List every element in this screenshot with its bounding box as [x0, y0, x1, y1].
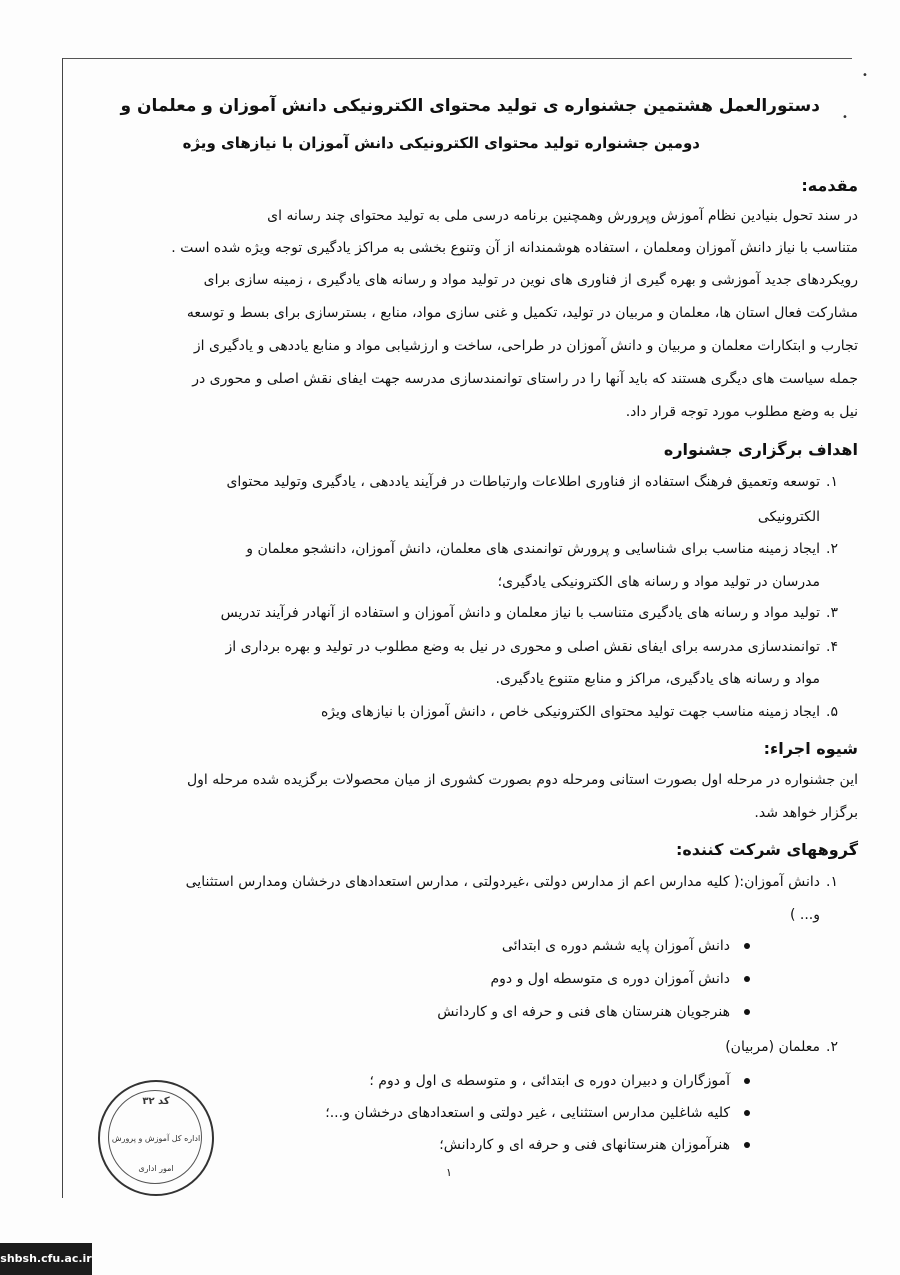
bullet-icon: [744, 1009, 750, 1015]
intro-line: جمله سیاست های دیگری هستند که باید آنها را در راستای توانمندسازی مدرسه جهت ایفای نقش اصلی و محوری در: [192, 371, 858, 387]
intro-line: در سند تحول بنیادین نظام آموزش وپرورش وهمچنین برنامه درسی ملی به تولید محتوای چند رسانه ای: [267, 208, 858, 224]
bullet-item: [66, 1004, 750, 1020]
bullet-item: [66, 971, 750, 987]
goal-text: ایجاد زمینه مناسب برای شناسایی و پرورش توانمندی های معلمان، دانش آموزان، دانشجو معلمان و: [246, 541, 821, 557]
intro-line: تجارب و ابتکارات معلمان و مربیان و دانش آموزان در طراحی، ساخت و ارزشیابی مواد و منابع یاددهی و یادگیری از: [193, 338, 858, 354]
scan-mark: •: [842, 112, 848, 123]
bullet-text: هنرآموزان هنرستانهای فنی و حرفه ای و کاردانش؛: [439, 1137, 730, 1153]
stamp-org: اداره کل آموزش و پرورش: [111, 1134, 201, 1143]
goal-item-continued: مواد و رسانه های یادگیری، مراکز و منابع متنوع یادگیری.: [495, 671, 820, 687]
goals-heading: اهداف برگزاری جشنواره: [663, 440, 858, 459]
page-number: ۱: [446, 1166, 452, 1179]
goal-text: توسعه وتعمیق فرهنگ استفاده از فناوری اطلاعات وارتباطات در فرآیند یاددهی ، یادگیری وتولید محتوای: [226, 474, 821, 490]
bullet-text: دانش آموزان پایه ششم دوره ی ابتدائی: [501, 938, 730, 954]
intro-line: رویکردهای جدید آموزشی و بهره گیری از فناوری های نوین در تولید مواد و رسانه های یادگیری ، زمینه سازی برای: [203, 272, 858, 288]
goal-item: [66, 605, 838, 621]
bullet-text: دانش آموزان دوره ی متوسطه اول و دوم: [490, 971, 730, 987]
bullet-text: هنرجویان هنرستان های فنی و حرفه ای و کاردانش: [437, 1004, 730, 1020]
groups-heading: گروههای شرکت کننده:: [675, 840, 858, 859]
goal-item: [66, 639, 838, 655]
goal-number: ۲.: [826, 541, 838, 557]
goal-item: [66, 474, 838, 490]
stamp-dept: امور اداری: [138, 1164, 174, 1173]
scan-mark: •: [862, 70, 868, 81]
bullet-icon: [744, 1110, 750, 1116]
stamp-code: کد ۳۲: [142, 1096, 170, 1107]
group-text: معلمان (مربیان): [725, 1039, 821, 1055]
goal-number: ۴.: [826, 639, 838, 655]
group-number: ۱.: [826, 874, 838, 890]
bullet-item: [66, 938, 750, 954]
official-stamp: [98, 1080, 214, 1196]
method-line: برگزار خواهد شد.: [754, 805, 858, 821]
document-title-line2: دومین جشنواره تولید محتوای الکترونیکی دانش آموزان با نیازهای ویژه: [182, 134, 700, 152]
goal-number: ۳.: [826, 605, 838, 621]
group-number: ۲.: [826, 1039, 838, 1055]
intro-line: نیل به وضع مطلوب مورد توجه قرار داد.: [625, 404, 858, 420]
method-heading: شیوه اجراء:: [763, 739, 858, 758]
group-item: [66, 1039, 838, 1055]
page-border-top: [62, 58, 852, 59]
page-border-left: [62, 58, 63, 1198]
goal-number: ۱.: [826, 474, 838, 490]
goal-number: ۵.: [826, 704, 838, 720]
method-line: این جشنواره در مرحله اول بصورت استانی ومرحله دوم بصورت کشوری از میان محصولات برگزیده شده مرحله اول: [186, 772, 858, 788]
document-title-line1: دستورالعمل هشتمین جشنواره ی تولید محتوای الکترونیکی دانش آموزان و معلمان و: [120, 96, 820, 116]
bullet-text: کلیه شاغلین مدارس استثنایی ، غیر دولتی و استعدادهای درخشان و...؛: [325, 1105, 730, 1121]
site-watermark: shbsh.cfu.ac.ir: [0, 1243, 92, 1275]
intro-line: مشارکت فعال استان ها، معلمان و مربیان در تولید، تکمیل و غنی سازی مواد، منابع ، بسترسازی برای بسط و توسعه: [186, 305, 858, 321]
bullet-icon: [744, 976, 750, 982]
goal-text: ایجاد زمینه مناسب جهت تولید محتوای الکترونیکی خاص ، دانش آموزان با نیازهای ویژه: [320, 704, 821, 720]
intro-line: متناسب با نیاز دانش آموزان ومعلمان ، استفاده هوشمندانه از آن وتنوع بخشی به مراکز یادگیری توجه ویژه شده است .: [171, 240, 858, 256]
bullet-text: آموزگاران و دبیران دوره ی ابتدائی ، و متوسطه ی اول و دوم ؛: [369, 1073, 730, 1089]
group-item-continued: و... ): [789, 907, 820, 923]
bullet-icon: [744, 1078, 750, 1084]
bullet-icon: [744, 1142, 750, 1148]
goal-text: توانمندسازی مدرسه برای ایفای نقش اصلی و محوری در نیل به وضع مطلوب در تولید و بهره برداری از: [225, 639, 821, 655]
goal-item: [66, 704, 838, 720]
goal-item: [66, 541, 838, 557]
bullet-icon: [744, 943, 750, 949]
group-item: [66, 874, 838, 890]
goal-text: تولید مواد و رسانه های یادگیری متناسب با نیاز معلمان و دانش آموزان و استفاده از آنهادر فرآیند تدریس: [220, 605, 821, 621]
group-text: دانش آموزان:( کلیه مدارس اعم از مدارس دولتی ،غیردولتی ، مدارس استعدادهای درخشان ومدارس استثنایی: [185, 874, 821, 890]
goal-item-continued: الکترونیکی: [757, 509, 820, 525]
intro-heading: مقدمه:: [801, 176, 858, 195]
goal-item-continued: مدرسان در تولید مواد و رسانه های الکترونیکی یادگیری؛: [497, 574, 820, 590]
